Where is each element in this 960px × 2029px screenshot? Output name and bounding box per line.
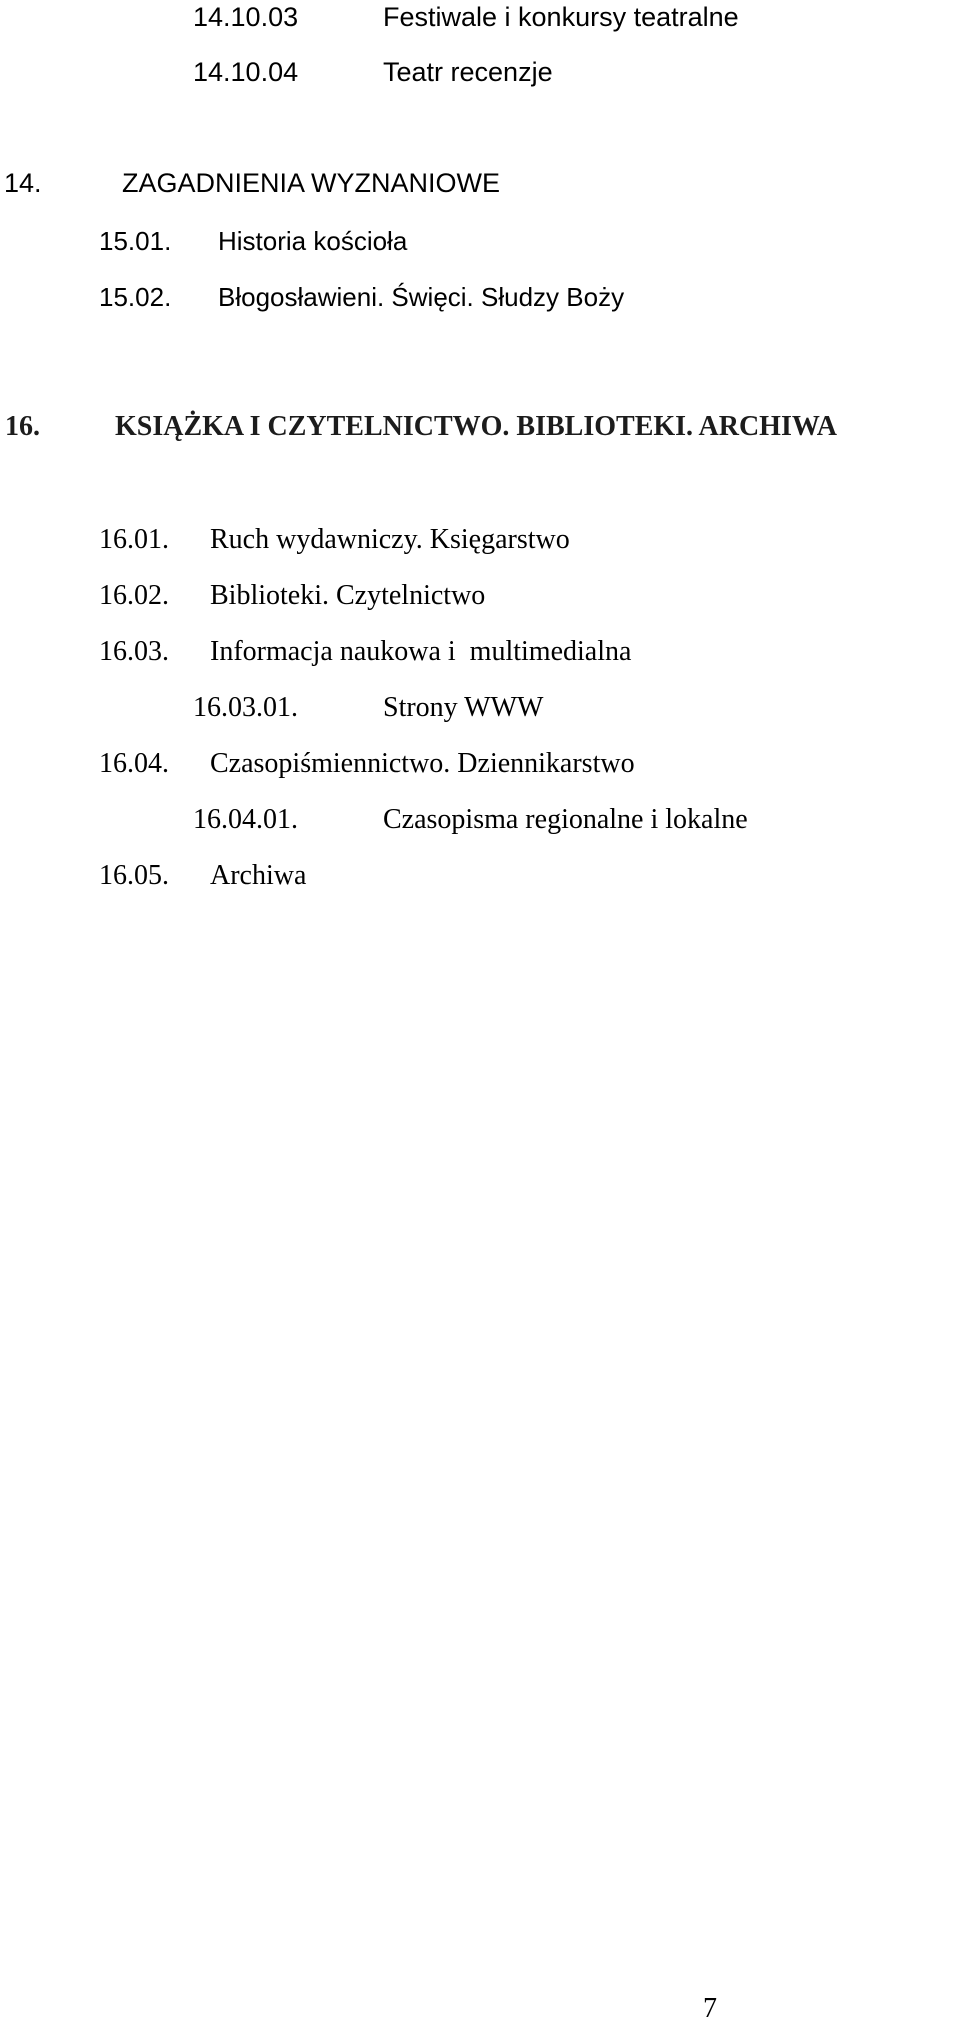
section-number: 16.: [5, 411, 40, 442]
item-number: 16.03.01.: [193, 692, 298, 723]
item-title: Biblioteki. Czytelnictwo: [210, 580, 486, 611]
item-number: 14.10.04: [193, 57, 299, 87]
item-title: Informacja naukowa i multimedialna: [210, 636, 632, 667]
item-title: Ruch wydawniczy. Księgarstwo: [210, 524, 570, 555]
item-number: 16.02.: [99, 580, 169, 611]
item-title: Strony WWW: [383, 692, 544, 723]
item-number: 16.01.: [99, 524, 169, 555]
item-number: 16.05.: [99, 860, 169, 891]
item-title: Archiwa: [210, 860, 307, 891]
item-title: Czasopisma regionalne i lokalne: [383, 804, 748, 835]
item-number: 16.04.: [99, 748, 169, 779]
section-number: 14.: [4, 168, 42, 198]
item-title: Błogosławieni. Święci. Słudzy Boży: [218, 282, 625, 312]
item-number: 14.10.03: [193, 2, 299, 32]
item-title: Historia kościoła: [218, 226, 408, 256]
item-number: 15.02.: [99, 282, 172, 312]
section-title: ZAGADNIENIA WYZNANIOWE: [122, 168, 501, 198]
item-title: Czasopiśmiennictwo. Dziennikarstwo: [210, 748, 635, 779]
item-number: 15.01.: [99, 226, 172, 256]
page-number: 7: [703, 1993, 717, 2024]
item-title: Teatr recenzje: [383, 57, 553, 87]
item-number: 16.03.: [99, 636, 169, 667]
item-number: 16.04.01.: [193, 804, 298, 835]
item-title: Festiwale i konkursy teatralne: [383, 2, 739, 32]
section-title: KSIĄŻKA I CZYTELNICTWO. BIBLIOTEKI. ARCHIWA: [115, 411, 837, 442]
